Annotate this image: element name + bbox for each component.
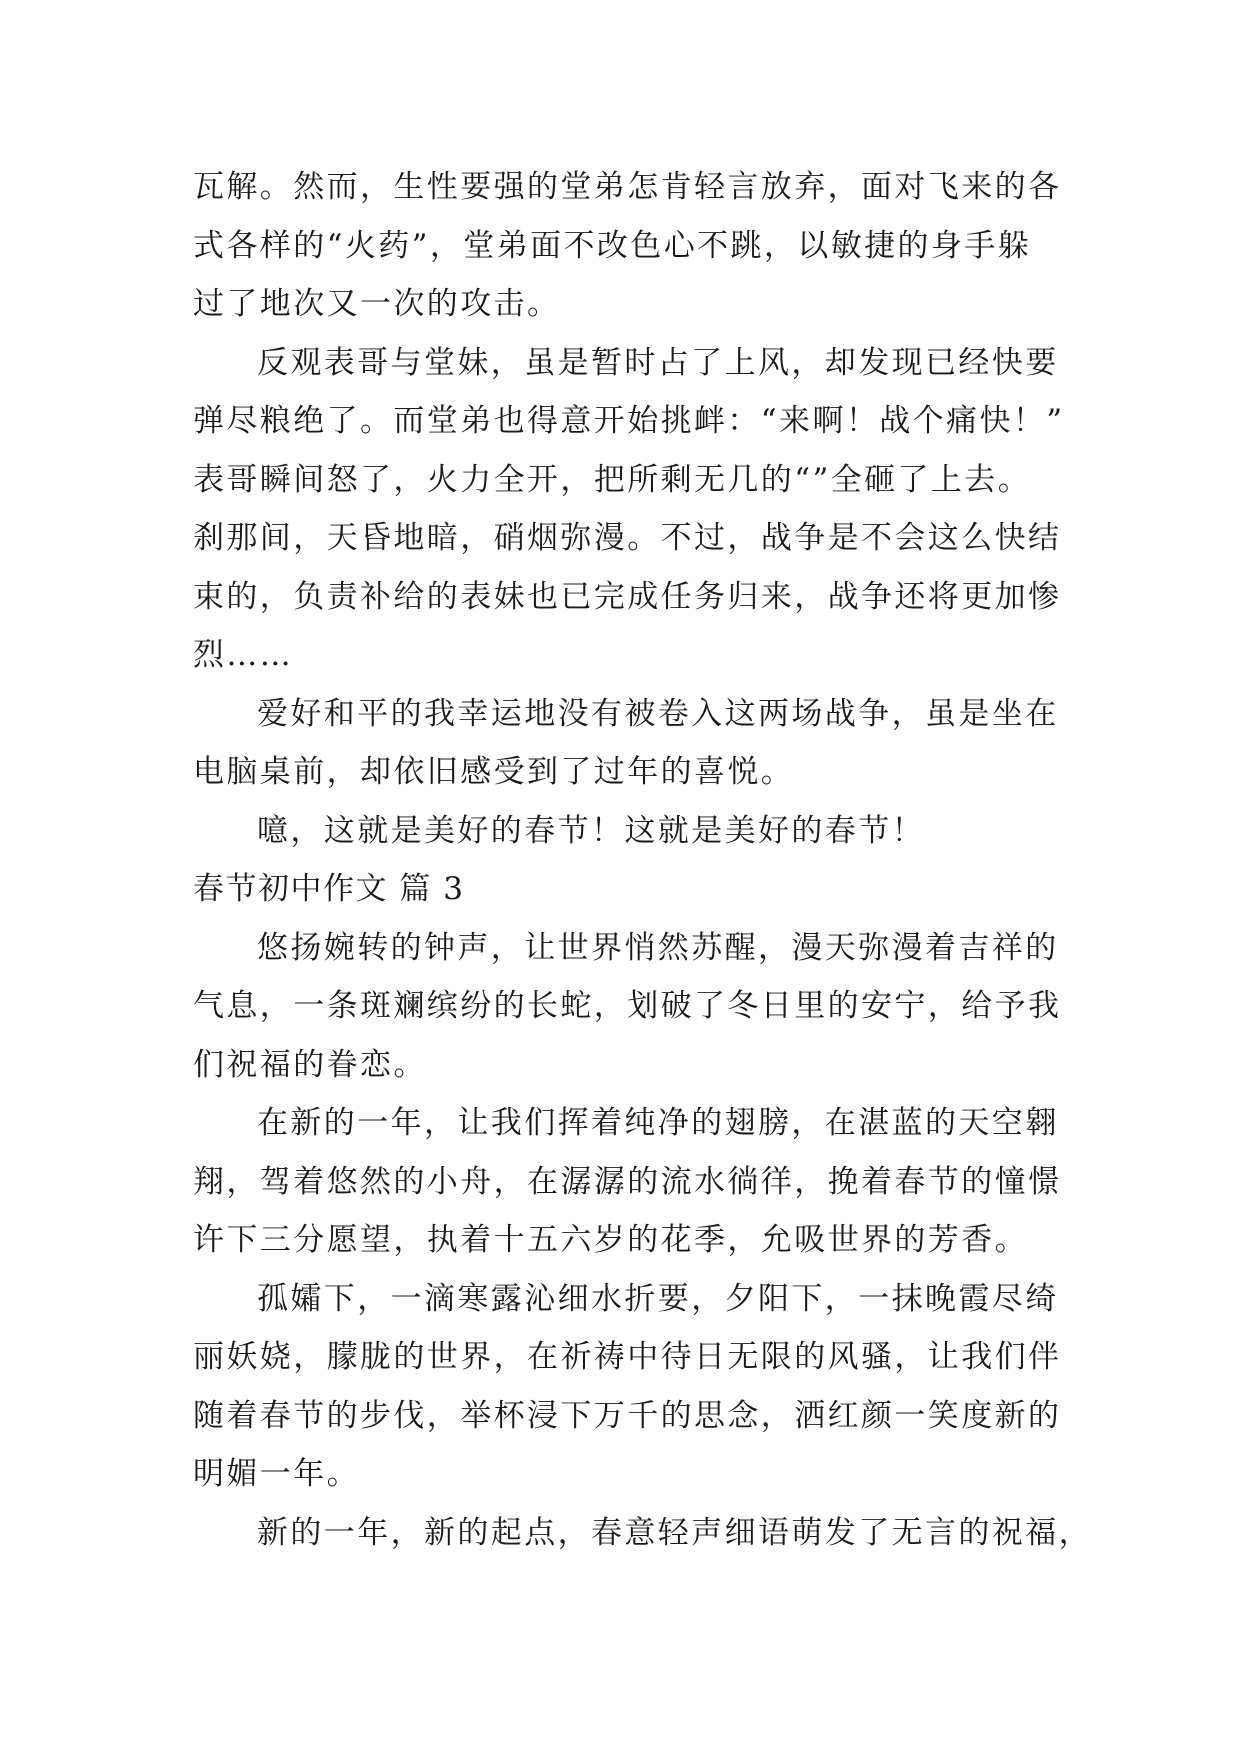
- paragraph-first-line: 爱好和平的我幸运地没有被卷入这两场战争，虽是坐在: [257, 695, 1059, 732]
- text-line: 随着春节的步伐，举杯浸下万千的思念，洒红颜一笑度新的: [193, 1397, 1062, 1434]
- paragraph-first-line: 新的一年，新的起点，春意轻声细语萌发了无言的祝福，: [257, 1514, 1092, 1551]
- text-line: 弹尽粮绝了。而堂弟也得意开始挑衅：“来啊！战个痛快！”: [193, 403, 1065, 439]
- text-line: 明媚一年。: [193, 1456, 360, 1492]
- text-line: 刹那间，天昏地暗，硝烟弥漫。不过，战争是不会这么快结: [193, 520, 1062, 556]
- text-line: 式各样的“火药”，堂弟面不改色心不跳，以敏捷的身手躲: [193, 227, 1032, 264]
- text-line: 表哥瞬间怒了，火力全开，把所剩无几的“”全砸了上去。: [193, 461, 1032, 498]
- paragraph-first-line: 反观表哥与堂妹，虽是暂时占了上风，却发现已经快要: [257, 344, 1059, 381]
- text-line: 丽妖娆，朦胧的世界，在祈祷中待日无限的风骚，让我们伴: [193, 1339, 1062, 1375]
- text-line: 过了地次又一次的攻击。: [193, 286, 561, 322]
- text-line: 烈……: [193, 637, 294, 673]
- text-line: 许下三分愿望，执着十五六岁的花季，允吸世界的芳香。: [193, 1222, 1028, 1258]
- section-heading: 春节初中作文 篇 3: [193, 871, 465, 907]
- paragraph-first-line: 孤孀下，一滴寒露沁细水折要，夕阳下，一抹晚霞尽绮: [257, 1280, 1059, 1317]
- essay-body: [193, 158, 1092, 1562]
- text-line: 瓦解。然而，生性要强的堂弟怎肯轻言放弃，面对飞来的各: [193, 169, 1062, 205]
- text-line: 束的，负责补给的表妹也已完成任务归来，战争还将更加惨: [193, 578, 1062, 615]
- paragraph-first-line: 噫，这就是美好的春节！这就是美好的春节！: [257, 812, 925, 849]
- paragraph-first-line: 在新的一年，让我们挥着纯净的翅膀，在湛蓝的天空翱: [257, 1105, 1059, 1141]
- paragraph-first-line: 悠扬婉转的钟声，让世界悄然苏醒，漫天弥漫着吉祥的: [257, 929, 1059, 966]
- text-line: 翔，驾着悠然的小舟，在潺潺的流水徜徉，挽着春节的憧憬: [193, 1163, 1062, 1200]
- text-line: 电脑桌前，却依旧感受到了过年的喜悦。: [193, 754, 795, 790]
- text-line: 们祝福的眷恋。: [193, 1046, 427, 1083]
- text-line: 气息，一条斑斓缤纷的长蛇，划破了冬日里的安宁，给予我: [193, 988, 1062, 1024]
